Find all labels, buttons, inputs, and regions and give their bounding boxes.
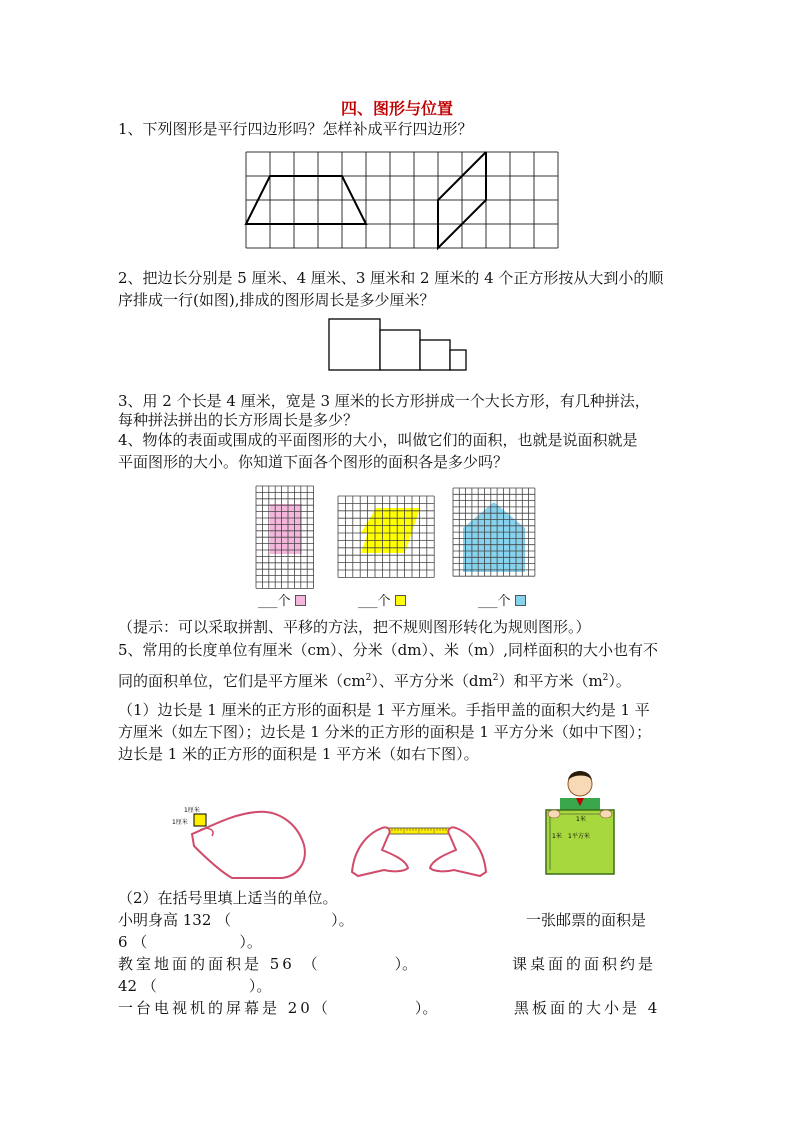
- question-2-line2: 序排成一行(如图),排成的图形周长是多少厘米？: [118, 291, 435, 309]
- q1-grid-figure: [244, 150, 558, 248]
- label-1cm-top: 1厘米: [184, 807, 200, 814]
- label-1m-top: 1米: [576, 816, 586, 823]
- pink-rectangle-figure: [256, 486, 314, 588]
- q2-squares-figure: [328, 318, 468, 372]
- question-5-line2: 同的面积单位，它们是平方厘米$(cm^2)$、平方分米$(dm^2)$和平方米$(m^2)$。: [118, 672, 631, 690]
- yellow-square-icon: [395, 595, 406, 606]
- answer-b: ___个: [358, 592, 406, 612]
- question-1-text: 1、下列图形是平行四边形吗？怎样补成平行四边形？: [118, 120, 473, 138]
- fill-row-1-right: 一张邮票的面积是: [526, 911, 647, 929]
- label-1sqm: 1平方米: [568, 833, 590, 840]
- fill-row-4: 42 （ ）。: [118, 977, 272, 995]
- q5-part1-line2: 方厘米（如左下图）；边长是 1 分米的正方形的面积是 1 平方分米（如中下图）；: [118, 723, 652, 741]
- question-5-line1: 5、常用的长度单位有厘米（cm）、分米（dm）、米（m）,同样面积的大小也有不: [118, 641, 658, 659]
- label-1m-left: 1米: [552, 833, 562, 840]
- question-2-line1: 2、把边长分别是 5 厘米、4 厘米、3 厘米和 2 厘米的 4 个正方形按从大到小的顺: [118, 269, 664, 287]
- question-4-line2: 平面图形的大小。你知道下面各个图形的面积各是多少吗？: [118, 453, 509, 471]
- fill-row-2: 6 （ ）。: [118, 933, 262, 951]
- yellow-parallelogram-figure: [338, 496, 434, 577]
- fingernail-illustration: [172, 800, 312, 878]
- fill-row-5: 一台电视机的屏幕是 20（ ）。: [118, 999, 438, 1017]
- q5-part1-line3: 边长是 1 米的正方形的面积是 1 平方米（如右下图）。: [118, 745, 479, 763]
- question-3-line2: 每种拼法拼出的长方形周长是多少？: [118, 411, 359, 429]
- hands-ruler-illustration: [348, 800, 490, 876]
- question-3-line1: 3、用 2 个长是 4 厘米，宽是 3 厘米的长方形拼成一个大长方形，有几种拼法，: [118, 392, 650, 410]
- fill-row-1: 小明身高 132 （ ）。: [118, 911, 354, 929]
- pink-square-icon: [295, 595, 306, 606]
- boy-sheet-illustration: [540, 766, 620, 876]
- q5-part1-line1: （1）边长是 1 厘米的正方形的面积是 1 平方厘米。手指甲盖的面积大约是 1 平: [118, 701, 650, 719]
- blue-square-icon: [515, 595, 526, 606]
- label-1cm-left: 1厘米: [172, 819, 188, 826]
- answer-c: ___个: [478, 592, 526, 612]
- answer-a: ___个: [258, 592, 306, 612]
- blue-house-figure: [453, 488, 535, 576]
- page-title: 四、图形与位置: [340, 99, 453, 118]
- hint-text: （提示：可以采取拼割、平移的方法，把不规则图形转化为规则图形。）: [118, 618, 591, 636]
- question-4-line1: 4、物体的表面或围成的平面图形的大小，叫做它们的面积，也就是说面积就是: [118, 431, 638, 449]
- q5-part2-heading: （2）在括号里填上适当的单位。: [118, 889, 338, 907]
- fill-row-5-right: 黑板面的大小是 4: [514, 999, 661, 1017]
- fill-row-3: 教室地面的面积是 56 （ ）。: [118, 955, 418, 973]
- fill-row-3-right: 课桌面的面积约是: [512, 955, 657, 973]
- q4-area-figures: [250, 484, 540, 608]
